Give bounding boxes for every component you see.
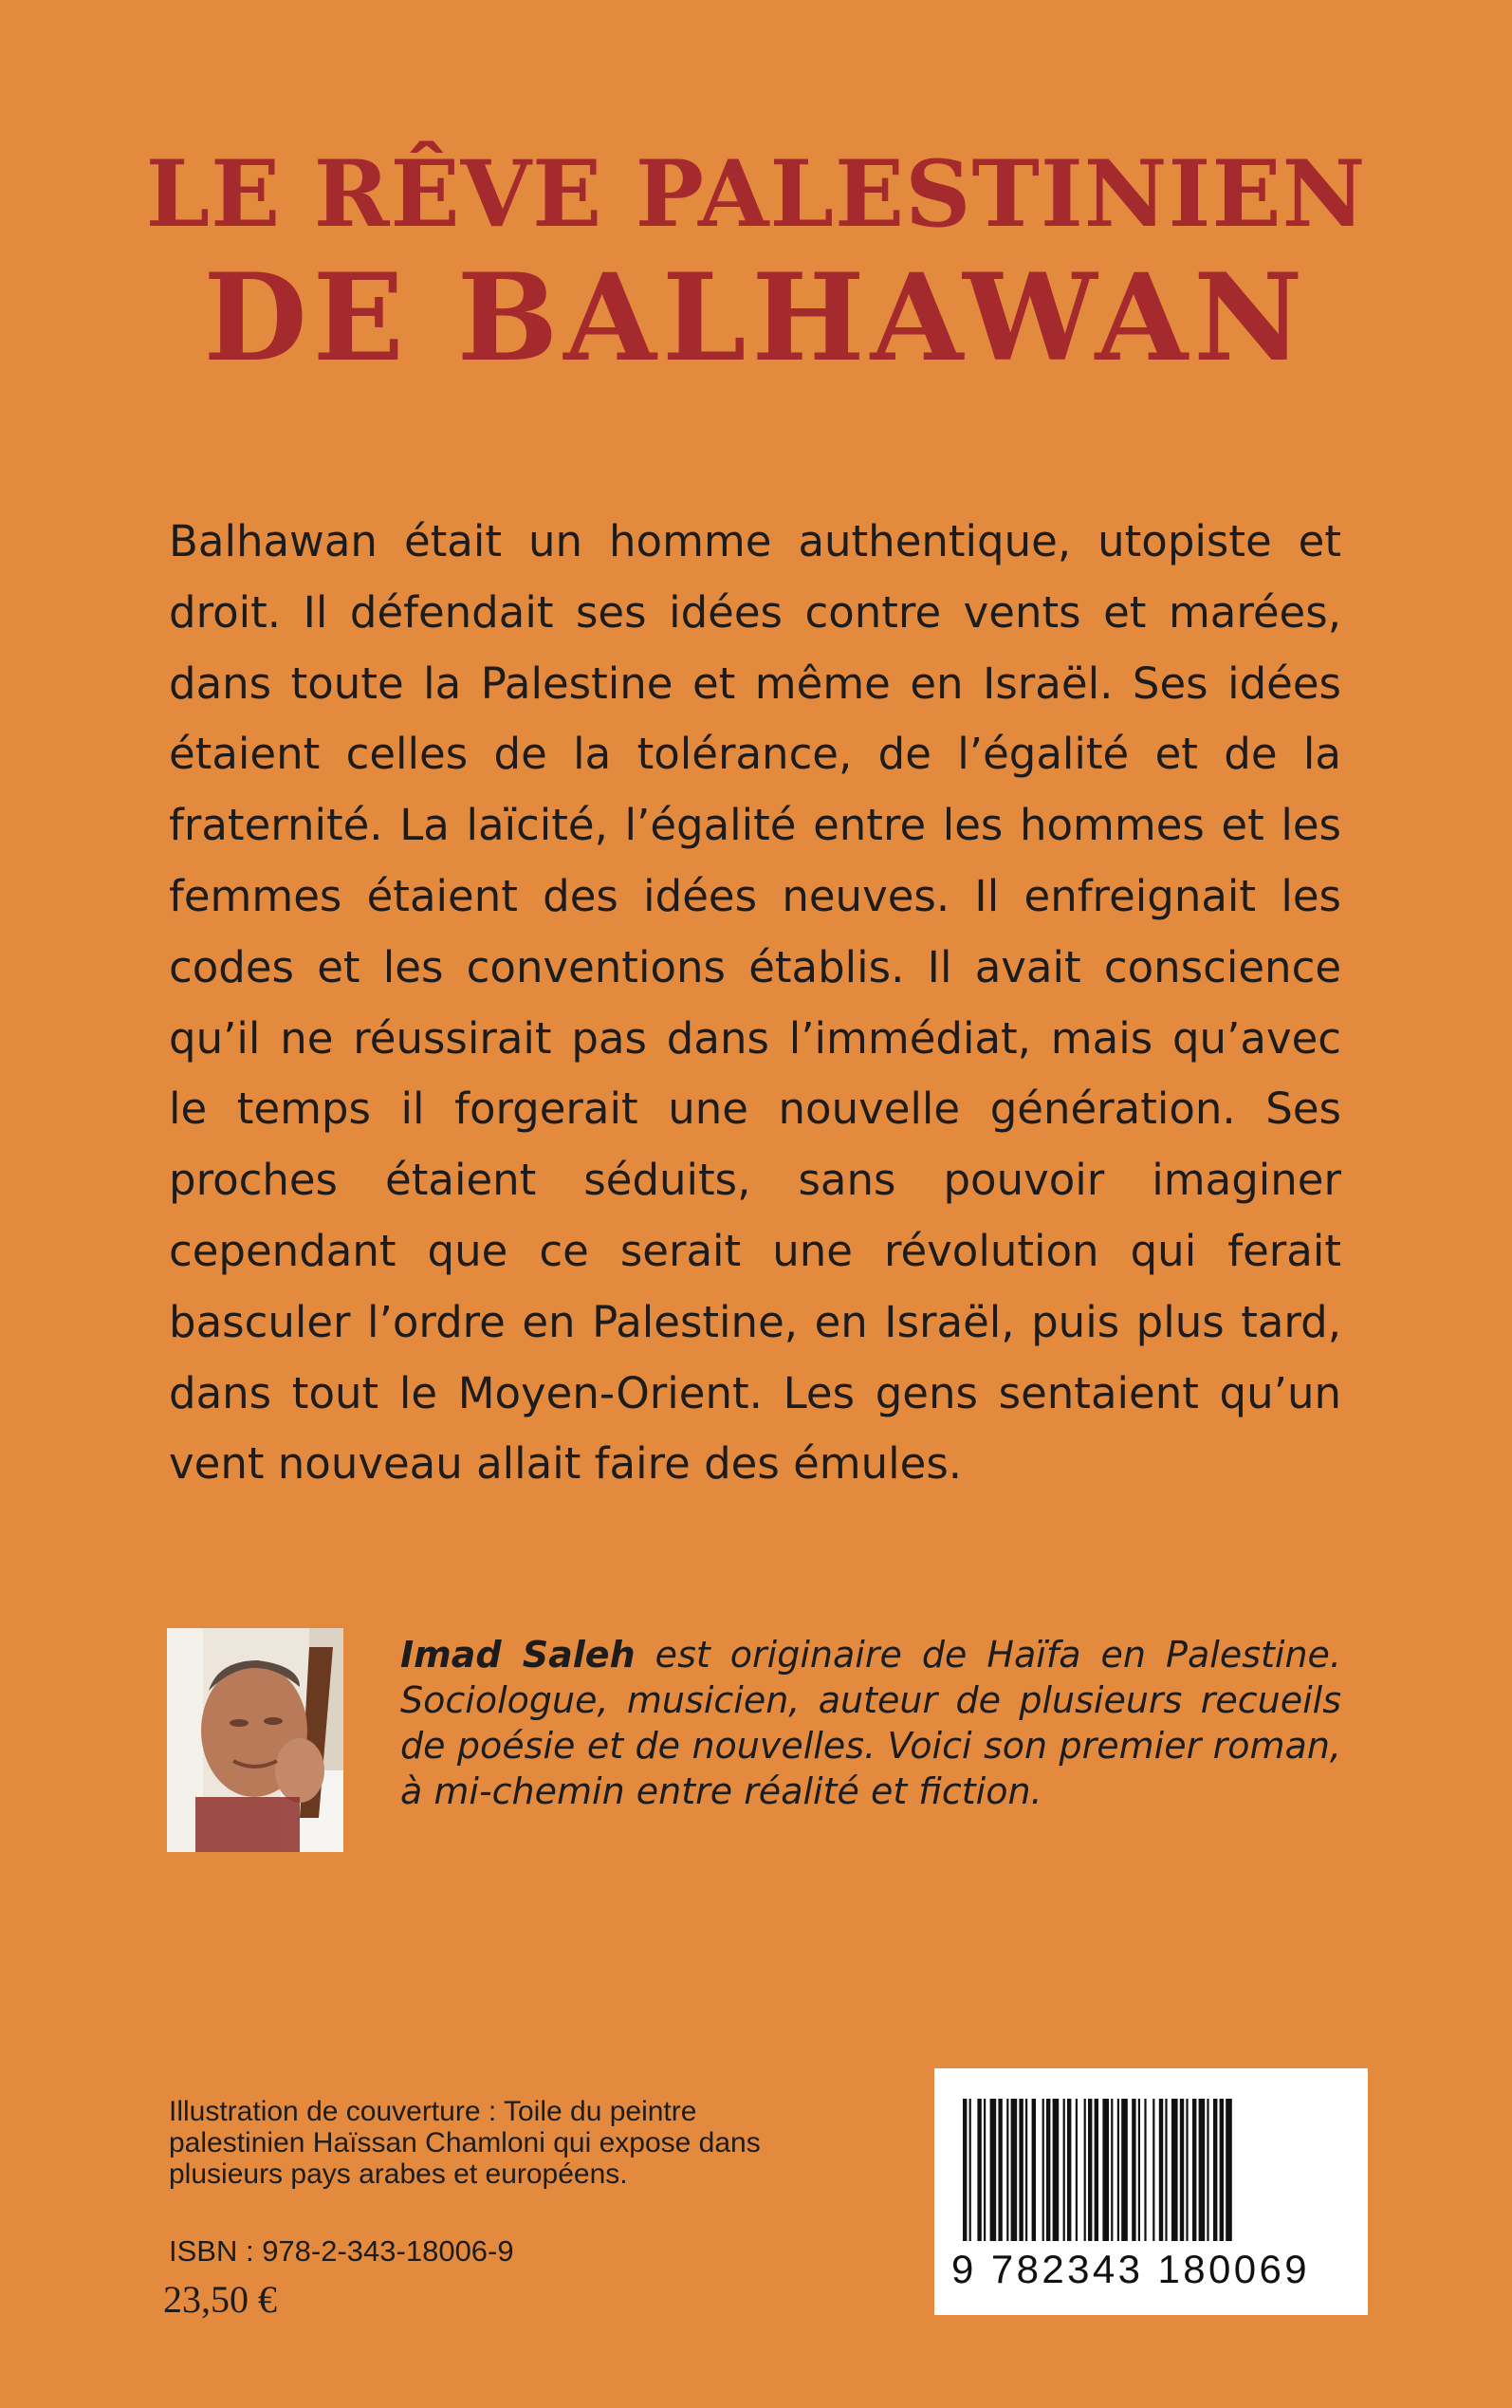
author-name: Imad Saleh — [400, 1634, 636, 1676]
barcode-bar — [998, 2099, 1002, 2241]
barcode-bar — [1025, 2099, 1027, 2241]
barcode-bar — [1019, 2099, 1023, 2241]
barcode-bar — [1180, 2099, 1184, 2241]
barcode-bar — [1067, 2099, 1071, 2241]
barcode-bar — [1121, 2099, 1128, 2241]
barcode-bar — [963, 2099, 967, 2241]
barcode-bar — [1011, 2099, 1018, 2241]
barcode-bar — [1076, 2099, 1078, 2241]
author-bio — [400, 1632, 1341, 1814]
barcode-bar — [1186, 2099, 1188, 2241]
title-line-2: DE BALHAWAN — [203, 248, 1309, 388]
barcode-bar — [1053, 2099, 1060, 2241]
barcode-bar — [1046, 2099, 1050, 2241]
cover-illustration-credit: Illustration de couverture : Toile du peintre palestinien Haïssan Chamloni qui expose dans plusieurs pays arabes et européens. — [169, 2096, 761, 2190]
barcode-digits: 9 782343 180069 — [951, 2247, 1310, 2291]
barcode-bar — [1220, 2099, 1224, 2241]
barcode-bar — [1084, 2099, 1086, 2241]
barcode-bar — [1159, 2099, 1163, 2241]
barcode-bar — [1226, 2099, 1232, 2241]
author-photo — [167, 1628, 343, 1852]
title-line-1: LE RÊVE PALESTINIEN — [145, 140, 1367, 248]
barcode-bar — [1199, 2099, 1206, 2241]
back-cover-blurb: Balhawan était un homme authentique, utopiste et droit. Il défendait ses idées contre vents et marées, dans toute la Palestine et même en Israël. Ses idées étaient celles de la tolérance, de l’égalité et de la fraternité. La laïcité, l’égalité entre les hommes et les femmes étaient des idées neuves. Il enfreignait les codes et les conventions établis. Il avait conscience qu’il ne réussirait pas dans l’immédiat, mais qu’avec le temps il forgerait une nouvelle génération. Ses proches étaient séduits, sans pouvoir imaginer cependant que ce serait une révolution qui ferait basculer l’ordre en Palestine, en Israël, puis plus tard, dans tout le Moyen-Orient. Les gens sentaient qu’un vent nouveau allait faire des émules. — [169, 516, 1341, 1490]
barcode-bar — [1063, 2099, 1065, 2241]
barcode-bar — [977, 2099, 981, 2241]
barcode-bar — [1088, 2099, 1092, 2241]
barcode-bar — [1132, 2099, 1135, 2241]
barcode-bar — [1152, 2099, 1154, 2241]
barcode-bar — [1171, 2099, 1178, 2241]
barcode-bar — [1192, 2099, 1196, 2241]
barcode-bar — [1117, 2099, 1119, 2241]
barcode-bar — [1006, 2099, 1008, 2241]
barcode-bar — [1165, 2099, 1167, 2241]
barcode-bar — [969, 2099, 971, 2241]
barcode — [934, 2068, 1368, 2315]
author-bio-text: est originaire de Haïfa en Palestine. Sociologue, musicien, auteur de plusieurs recueils de poésie et de nouvelles. Voici son premier roman, à mi-chemin entre réalité et fiction. — [400, 1634, 1341, 1812]
barcode-bar — [1207, 2099, 1208, 2241]
barcode-bars — [963, 2099, 1340, 2251]
barcode-bar — [1042, 2099, 1044, 2241]
barcode-bar — [990, 2099, 997, 2241]
price: 23,50 € — [163, 2278, 277, 2321]
barcode-bar — [1213, 2099, 1217, 2241]
barcode-bar — [1138, 2099, 1140, 2241]
barcode-bar — [1111, 2099, 1113, 2241]
author-portrait-image — [167, 1628, 343, 1852]
isbn: ISBN : 978-2-343-18006-9 — [169, 2234, 514, 2268]
barcode-bar — [1032, 2099, 1036, 2241]
barcode-bar — [1095, 2099, 1098, 2241]
barcode-bar — [984, 2099, 986, 2241]
barcode-bar — [1144, 2099, 1146, 2241]
barcode-bar — [1102, 2099, 1109, 2241]
